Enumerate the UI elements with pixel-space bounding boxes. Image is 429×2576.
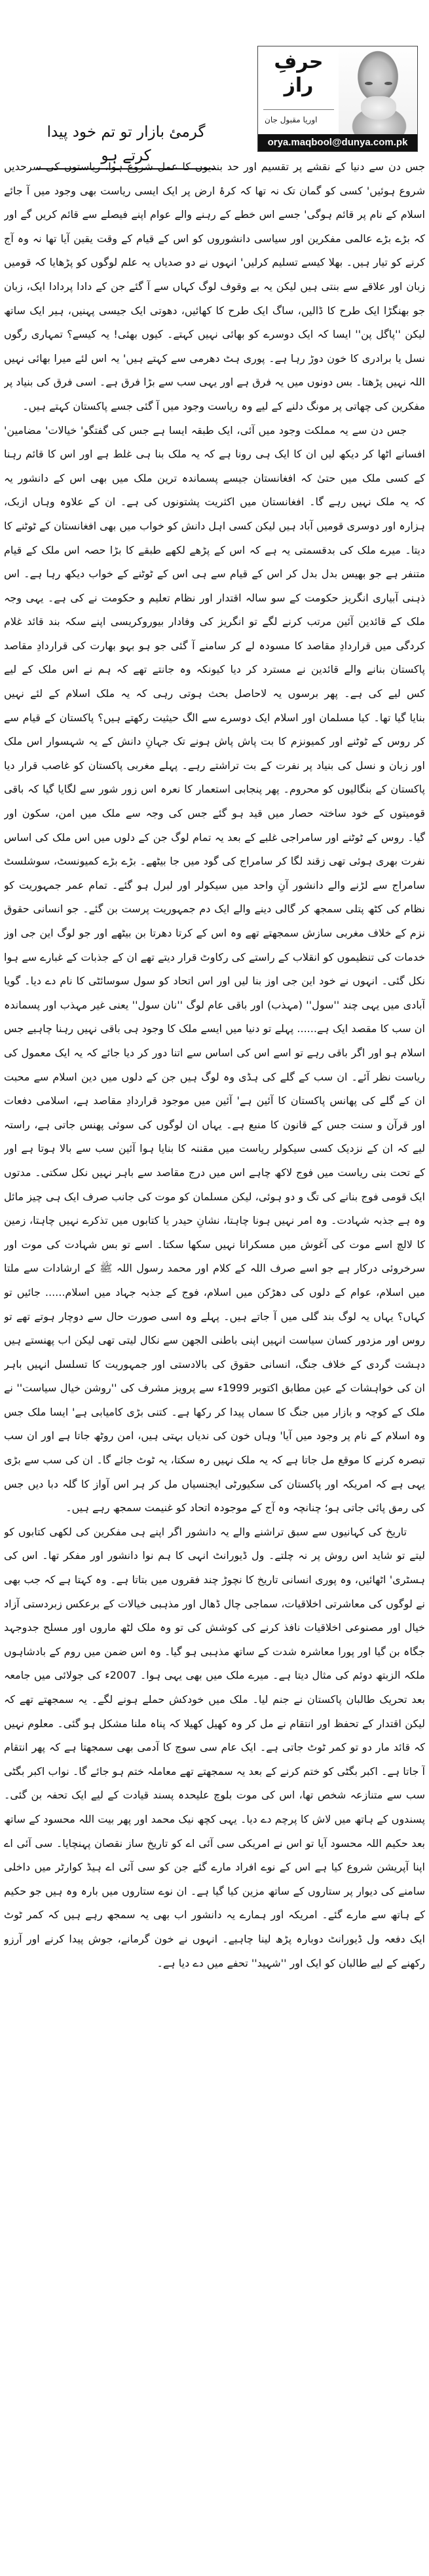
text-line: اللہ نہیں پڑھتا۔ بس دونوں میں یہ فرق ہے اور یہی سب سے بڑا فرق ہے۔ اسی فرق کی بنیاد پر [4, 376, 425, 389]
text-line: جگاہ بن گیا اور پورا معاشرہ شدت کے ساتھ مذہبی ہو گیا۔ وہ اس ضمن میں روم کے بادشاہوں [4, 1645, 425, 1658]
column-logo: حرفِ راز [274, 50, 324, 97]
text-line: اسلام کے نام پر قائم ہوگی' جسے اس خطے کے رہنے والے عوام اپنے فیصلے سے قائم کریں گے اور [4, 208, 425, 221]
text-line: نسل یا برادری کا خون دوڑ رہا ہے۔ پوری ہٹ دھرمی سے کہتے ہیں' یہ اس لئے میرا بھائی نہیں [4, 351, 425, 365]
text-line: ملک کے قائدین آئین مرتب کرنے لگے تو انگریز کی وفادار بیوروکریسی اپنے سکہ بند قائد غلام [4, 615, 425, 628]
text-line: ہسٹری' اٹھائیں، وہ پوری انسانی تاریخ کا نچوڑ چند فقروں میں بتاتا ہے۔ وہ کہتا ہے کہ جب بھی [4, 1573, 425, 1586]
text-line: کردگی میں قراردادِ مقاصد کا مسودہ لے کر سامنے آ گئی جو ہو بہو بھارت کی قراردادِ مقاصد [4, 639, 425, 652]
text-line: آ جاتا ہے۔ اکبر بگٹی کو ختم کرنے کے بعد یہ سمجھتے تھے معاملہ ختم ہو جائے گا۔ نواب اکبر بگٹی [4, 1764, 425, 1778]
text-line: تاریخ کی کہانیوں سے سبق تراشنے والے یہ دانشور اگر اپنے ہی مفکرین کی لکھی کتابوں کو [4, 1525, 407, 1538]
text-line: زبان اور علاقے سے بنتی ہیں لیکن یہ بے وقوف لوگ کہاں سے آ گئے جن کے دادا پردادا ایک، زبان [4, 279, 425, 293]
text-line: کے تحت بنی ریاست میں فوج لاکھ چاہے اس میں درج مقاصد سے باہر نہیں نکل سکتی۔ مدتوں [4, 1166, 425, 1179]
text-line: سامراج سے لڑنے والے دانشور آنِ واحد میں سیکولر اور لبرل ہو گئے۔ تمام عمر جمہوریت کو [4, 878, 425, 891]
logo-divider [263, 109, 334, 110]
text-line: آبادی میں یہی چند ''سول'' (مہذب) اور باقی عام لوگ ''نان سول'' یعنی غیر مہذب اور پسماندہ [4, 998, 425, 1011]
text-line: پاکستان کے بنگالیوں کو محروم۔ پھر پنجابی استعمار کا نعرہ اس زور شور سے لگایا گیا کہ باقی [4, 783, 425, 796]
text-line: ایک قومی فوج بنانے کی تگ و دو ہوئی، لیکن مسلمان کو موت کی جانب صرف ایک ہی چیز مائل [4, 1190, 425, 1203]
author-photo [339, 46, 417, 135]
text-line: رکھنے کے لیے طالبان کو ایک اور ''شہید'' تحفے میں دے دیا ہے۔ [157, 1956, 425, 1969]
text-line: قومیتوں کے خود ساختہ حصار میں قید ہو گئے جس کی وجہ سے ملک میں امن، سکون اور [4, 807, 425, 820]
text-line: نزم کے خلاف مغربی سازش سمجھتے تھے وہ اس کے کرتا دھرتا بن بیٹھے اور جو لوگ این جی اوز [4, 927, 425, 939]
text-line: ملکہ الزبتھ دوئم کی مثال دیتا ہے۔ میرے ملک میں بھی یہی ہوا۔ 2007ء کی جولائی میں جامعہ [4, 1669, 425, 1682]
text-line: میں اسلام، عوام کے دلوں کی دھڑکن میں اسلام، فوج کے جذبہ جہاد میں اسلام...... جائیں تو [4, 1285, 425, 1298]
author-name: اوریا مقبول جان [265, 115, 318, 124]
text-line: روس اور مزدور کسان سیاست انہیں اپنی باطنی الجھن سے نکال لیتی تھی لیکن اب پھنستے ہیں [4, 1334, 425, 1347]
text-line: تبصرہ کرنے کا موقع مل جاتا ہے کہ یہ ملک نہیں رہ سکتا، یہ ٹوٹ جائے گا۔ ان کی سب سے بڑی [4, 1454, 425, 1467]
column-header-box [257, 46, 418, 152]
text-line: کرنے کو تیار ہیں۔ بھلا کیسے تسلیم کرلیں' انہوں نے دو صدیاں یہ علم لوگوں کو پڑھایا کہ قومیں [4, 256, 425, 269]
text-line: کہ یہ ملک نہیں رہے گا۔ افغانستان میں اکثریت پشتونوں کی ہے۔ ان کے علاوہ وہاں ازبک، [4, 495, 425, 509]
text-line: نظام کی کٹھ پتلی سمجھ کر گالی دینے والے ایک دم جمہوریت پرست بن گئے۔ جو انسانی حقوق [4, 903, 425, 916]
author-email: orya.maqbool@dunya.com.pk [258, 134, 417, 151]
text-line: لیتے تو شاید اس روش پر نہ چلتے۔ ول ڈیورانٹ انہی کا ہم نوا دانشور اور مفکر تھا۔ اس کی [4, 1549, 425, 1562]
text-line: اور قرآن و سنت جس کے قانون کا منبع ہے۔ یہاں ان لوگوں کی سوئی پھنس جاتی ہے، راستہ [4, 1118, 425, 1131]
text-line: کر روس کے ٹوٹنے اور کمیونزم کا بت پاش پاش ہونے تک جہانِ دانش کے یہ شہسوار اس ملک [4, 735, 425, 748]
text-line: پاکستان بنانے والے قائدین نے مسترد کر دیا کیونکہ وہ جانتے تھے کہ ہم نے اس ملک کے لیے [4, 663, 425, 676]
paragraph [4, 1520, 425, 1975]
text-line: ریاست نظر آئے۔ ان سب کے گلے کی ہڈی وہ لوگ ہیں جن کے دلوں میں دین اسلام سے محبت [4, 1070, 425, 1083]
text-line: پسندوں کے ہاتھ میں لاش کا پرچم دے دیا۔ یہی کچھ نیک محمد اور پھر بیت اللہ محسود کے ساتھ [4, 1812, 425, 1825]
text-line: خیال اور مصنوعی اخلاقیات نافذ کرنے کی کوشش کی تو وہ ملک لٹھ ماروں اور مسلح جدوجہد [4, 1621, 425, 1634]
text-line: کا لالچ اسے موت کی آغوش میں مسکرانا نہیں سکھا سکتا۔ اسے تو بس شہادت کی موت اور [4, 1238, 425, 1251]
text-line: دہشت گردی کے خلاف جنگ، انسانی حقوق کی بالادستی اور جمہوریت کا تسلسل انہیں باہر [4, 1357, 425, 1370]
text-line: ان سب کا مقصد ایک ہے...... پہلے تو دنیا میں ایسے ملک کا وجود ہی باقی نہیں رہنا چاہیے جس [4, 1022, 425, 1035]
text-line: کہ قائد مار دو تو کمر ٹوٹ جاتی ہے۔ ایک عام سی سوچ کا آدمی بھی سمجھتا ہے کہ پھر انتقام [4, 1741, 425, 1754]
text-line: وہ ہے جذبہ شہادت۔ وہ امر نہیں ہونا چاہتا، نشانِ حیدر یا کتابوں میں تذکرے نہیں چاہتا، زمین [4, 1214, 425, 1227]
text-line: جو بھنگڑا ایک طرح کا ڈالیں، ساگ ایک طرح کا کھائیں، دھوتی ایک جیسی پہنیں، ہیر ایک ساتھ [4, 304, 425, 317]
text-line: نفرت بھری ہوئی تھی زقند لگا کر سامراج کی گود میں جا بیٹھے۔ بڑے بڑے کمیونسٹ، سوشلسٹ [4, 855, 425, 868]
text-line: کی رمق پائی جاتی ہو؛ چنانچہ وہ آج کے موجودہ اتحاد کو غنیمت سمجھ رہے ہیں۔ [65, 1501, 425, 1514]
text-line: لیکن ''پاگل پن'' ایسا کہ ایک دوسرے کو بھائی نہیں کہتے۔ کیوں بھئی! یہ کیسے؟ تمہاری رگوں [4, 328, 425, 341]
text-line: یہی ہے کہ امریکہ اور پاکستان کی سکیورٹی ایجنسیاں مل کر ہر اس آواز کا گلہ دبا دیں جس [4, 1477, 425, 1490]
text-line: بعد تحریک طالبان پاکستان نے جنم لیا۔ ملک میں خودکش حملے ہونے لگے۔ یہ سمجھتے تھے کہ [4, 1693, 425, 1706]
text-line: کس لیے کی ہے۔ پھر برسوں یہ لاحاصل بحث ہوتی رہی کہ یہ ملک اسلام کے لئے نہیں [4, 687, 425, 700]
author-photo-eye [384, 82, 392, 85]
paragraph [4, 155, 425, 419]
text-line: کہ بڑے بڑے عالمی مفکرین اور سیاسی دانشوروں کو اس کے قیام کے وقت یقین آیا تھا نہ وہ آج [4, 232, 425, 245]
text-line: ایک دفعہ ول ڈیورانٹ دوبارہ پڑھ لینا چاہیے۔ انہوں نے خون گرمانے، جوش پیدا کرنے اور آرزو [4, 1932, 425, 1945]
paragraph [4, 419, 425, 1520]
text-line: لیکن اقتدار کے تحفظ اور انتقام نے مل کر وہ کھیل کھیلا کہ پناہ ملنا مشکل ہو گئی۔ معلوم نہیں [4, 1717, 425, 1730]
text-line: کے ہاتھ سے مارے گئے۔ امریکہ اور ہمارے یہ دانشور اب بھی یہ سمجھ رہے ہیں کہ کمر ٹوٹ [4, 1908, 425, 1922]
text-line: ہزارہ اور دوسری قومیں آباد ہیں لیکن کسی اہل دانش کو خواب میں بھی افغانستان کے ٹوٹنے کا [4, 519, 425, 532]
author-photo-beard [361, 96, 396, 120]
text-line: کے کسی ملک میں حتیٰ کہ افغانستان جیسے پسماندہ ترین ملک میں بھی اس کے دانشور یہ [4, 471, 425, 484]
text-line: بنایا گیا تھا۔ کیا مسلمان اور اسلام ایک دوسرے سے الگ حیثیت رکھتے ہیں؟ پاکستان کے قیام سے [4, 711, 425, 724]
text-line: ذہنی آبیاری انگریز حکومت کے سو سالہ اقتدار اور نظام تعلیم و حکومت نے کی ہے۔ یہی وجہ [4, 591, 425, 604]
text-line: خدمات کی تنظیموں کو انقلاب کے راستے کی رکاوٹ قرار دیتے تھے ان کے جذبات کے غبارے سے ہوا [4, 950, 425, 963]
article-title: گرمئ بازار تو تم خود پیدا کرتے ہو [36, 120, 216, 170]
text-line: گیا۔ روس کے ٹوٹنے اور سامراجی غلبے کے بعد یہ تمام لوگ جن کے دلوں میں اس ملک کی اساس [4, 831, 425, 844]
text-line: ان کے گلے کی پھانس پاکستان کا آئین ہے' آئین میں موجود قراردادِ مقاصد ہے، اسلامی دفعات [4, 1094, 425, 1107]
text-line: سامنے کی دیوار پر ستاروں کے ساتھ مزین کیا گیا ہے۔ ان نوے ستاروں میں بارہ وہ ہیں جو حکیم [4, 1884, 425, 1897]
text-line: مفکرین کی چھاتی پر مونگ دلنے کے لیے وہ ریاست وجود میں آ گئی جسے پاکستان کہتے ہیں۔ [22, 399, 425, 412]
text-line: سرخروئی درکار ہے جو اسے صرف اللہ کے کلام اور محمد رسول اللہ ﷺ کے ارشادات سے ملتا [4, 1262, 425, 1275]
text-line: ان کی خواہشات کے عین مطابق اکتوبر 1999ء سے پرویز مشرف کی ''روشن خیال سیاست'' نے [4, 1382, 425, 1395]
text-line: کہاں؟ یہاں یہ لوگ بند گلی میں آ جاتے ہیں۔ پہلے وہ اسی صورت حال سے دوچار ہوتے تھے تو [4, 1310, 425, 1323]
text-line: اور زبان و نسل کی بنیاد پر نفرت کے بت تراشتے رہے۔ پہلے مغربی پاکستان کو غاصب قرار دیا [4, 759, 425, 772]
text-line: جس دن سے دنیا کے نقشے پر تقسیم اور حد بندیوں کا عمل شروع ہوا، ریاستوں کی سرحدیں [4, 160, 425, 173]
article-body [4, 155, 425, 1975]
text-line: بعد حکیم اللہ محسود آیا تو اس نے امریکی سی آئی اے کو تاریخ ساز نقصان پہنچایا۔ سی آئی اے [4, 1836, 425, 1850]
text-line: لیے کہ ان کے نزدیک کسی سیکولر ریاست میں مقننہ کا بنایا ہوا آئین سب سے بالا ہوتا ہے اور [4, 1142, 425, 1155]
text-line: اسلام ہو اور اگر باقی رہے تو اسے اس کی اساس سے اتنا دور کر دیا جائے کہ یہ ایک معمول کی [4, 1046, 425, 1059]
text-line: شروع ہوئیں' کسی کو گمان تک نہ تھا کہ کرۂ ارض پر ایک ایسی ریاست بھی وجود میں آ جائے [4, 184, 425, 197]
author-photo-eye [365, 82, 373, 85]
text-line: وہ اسلام کے نام پر وجود میں آیا' وہاں خون کی ندیاں بہتی ہیں، امن روٹھ جاتا ہے اور ان سب [4, 1429, 425, 1442]
text-line: اپنا آپریشن شروع کیا ہے اس کے نوے افراد مارے گئے جن کو سی آئی اے ہیڈ کوارٹر میں داخلی [4, 1861, 425, 1874]
text-line: دیتا۔ میرے ملک کی بدقسمتی یہ ہے کہ اس کے پڑھے لکھے طبقے کا بڑا حصہ اس ملک کے قیام [4, 543, 425, 556]
text-line: متنفر ہے جو بھیس بدل بدل کر اس کے قیام سے ہی اس کے ٹوٹنے کے خواب دیکھ رہا ہے۔ اس [4, 567, 425, 581]
text-line: ملک کے کوچہ و بازار میں جنگ کا سماں پیدا کر رکھا ہے۔ کتنی بڑی کامیابی ہے' ایسا ملک جس [4, 1405, 425, 1418]
text-line: افسانے اٹھا کر دیکھ لیں ان کا ایک ہی رونا ہے کہ یہ ملک بنا ہی غلط ہے اور اس کا قائم رہنا [4, 448, 425, 461]
text-line: نے لوگوں کی معاشرتی اخلاقیات، سماجی چال ڈھال اور مذہبی خیالات کے برعکس زبردستی آزاد [4, 1597, 425, 1610]
text-line: سب سے متنازعہ شخص تھا، اس کی موت بلوچ علیحدہ پسند قیادت کے لیے ایک تحفہ بن گئی۔ [4, 1789, 425, 1802]
text-line: نکل گئی۔ انہوں نے خود این جی اوز بنا لیں اور اس اتحاد کو سول سوسائٹی کا نام دے دیا۔ گویا [4, 975, 425, 988]
text-line: جس دن سے یہ مملکت وجود میں آئی، ایک طبقہ ایسا ہے جس کی گفتگو' خیالات' مضامین' [4, 423, 407, 437]
